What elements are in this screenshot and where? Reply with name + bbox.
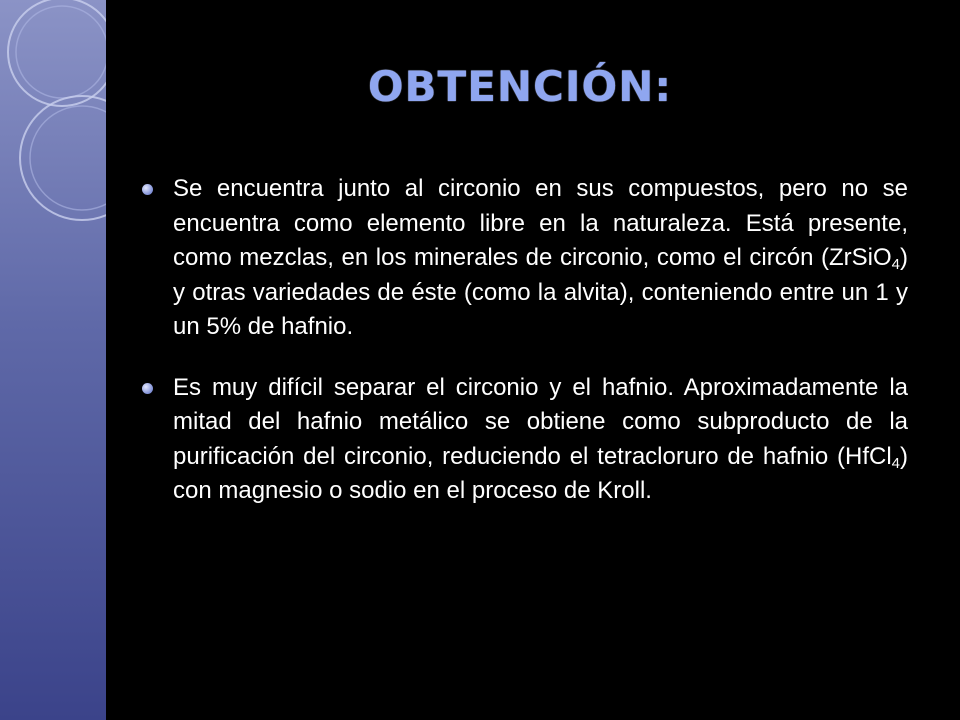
subscript: 4: [891, 454, 900, 472]
bullet-text: ) con magnesio o sodio en el proceso de Kroll.: [173, 442, 908, 504]
bullet-text: ) y otras variedades de éste (como la alvita), conteniendo entre un 1 y un 5% de hafnio.: [173, 244, 908, 340]
bullet-item: [142, 172, 908, 345]
bullet-dot-icon: [142, 383, 153, 394]
ring-mid-inner: [30, 106, 106, 210]
slide-title: OBTENCIÓN:: [367, 62, 673, 111]
subscript: 4: [891, 256, 900, 273]
bullet-text: Es muy difícil separar el circonio y el hafnio. Aproximadamente la mitad del hafnio metálico se obtiene como subproducto de la purificación del circonio, reduciendo el tetracloruro de hafnio (HfCl: [173, 373, 908, 470]
slide-content: [142, 172, 908, 535]
decorative-rings: [0, 0, 106, 720]
ring-top-inner: [16, 6, 106, 98]
decorative-side-panel: [0, 0, 106, 720]
bullet-item: [142, 371, 908, 509]
bullet-text: Se encuentra junto al circonio en sus compuestos, pero no se encuentra como elemento libre en la naturaleza. Está presente, como mezclas, en los minerales de circonio, como el circón (ZrSiO: [173, 175, 908, 271]
bullet-dot-icon: [142, 184, 153, 195]
ring-mid-outer: [20, 96, 106, 220]
